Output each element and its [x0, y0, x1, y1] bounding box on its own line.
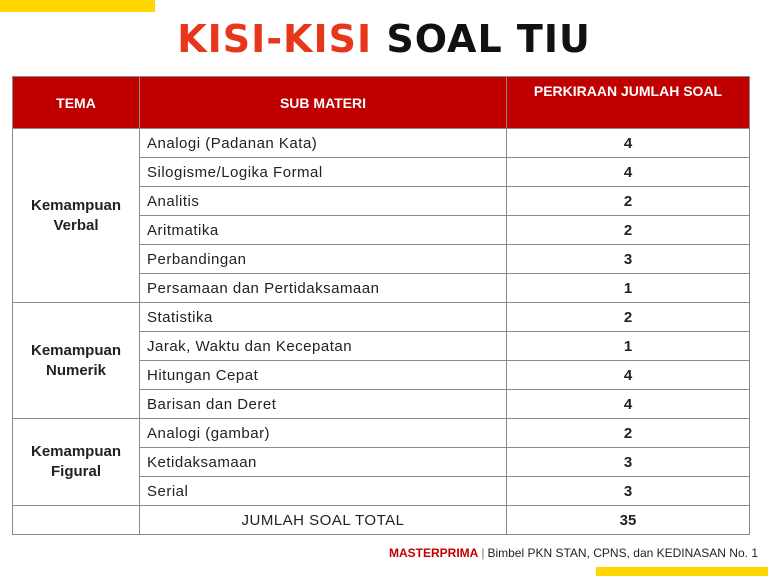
- sub-materi-cell: Persamaan dan Pertidaksamaan: [140, 274, 507, 303]
- sub-materi-cell: Ketidaksamaan: [140, 448, 507, 477]
- table-row: [13, 303, 750, 332]
- sub-materi-cell: Jarak, Waktu dan Kecepatan: [140, 332, 507, 361]
- sub-materi-cell: Statistika: [140, 303, 507, 332]
- header-jumlah-soal: PERKIRAAN JUMLAH SOAL: [507, 77, 750, 129]
- jumlah-cell: 2: [507, 216, 750, 245]
- sub-materi-cell: Analogi (gambar): [140, 419, 507, 448]
- total-label: JUMLAH SOAL TOTAL: [140, 506, 507, 535]
- footer-tagline: Bimbel PKN STAN, CPNS, dan KEDINASAN No. 1: [487, 546, 758, 560]
- tema-label: Kemampuan: [30, 443, 122, 460]
- jumlah-cell: 2: [507, 303, 750, 332]
- jumlah-cell: 3: [507, 477, 750, 506]
- jumlah-cell: 3: [507, 245, 750, 274]
- sub-materi-cell: Analogi (Padanan Kata): [140, 129, 507, 158]
- tema-label: Verbal: [53, 216, 99, 234]
- jumlah-cell: 2: [507, 419, 750, 448]
- sub-materi-cell: Silogisme/Logika Formal: [140, 158, 507, 187]
- sub-materi-cell: Serial: [140, 477, 507, 506]
- total-row: [13, 506, 750, 535]
- footer-brand: MASTERPRIMA: [388, 546, 479, 560]
- kisi-kisi-table: [12, 76, 750, 535]
- footer: [389, 546, 758, 560]
- tema-figural: [13, 419, 140, 506]
- top-accent-bar: [0, 0, 155, 12]
- tema-verbal: [13, 129, 140, 303]
- jumlah-cell: 4: [507, 129, 750, 158]
- header-sub-materi: SUB MATERI: [140, 77, 507, 129]
- total-value: 35: [507, 506, 750, 535]
- tema-numerik: [13, 303, 140, 419]
- jumlah-cell: 1: [507, 332, 750, 361]
- sub-materi-cell: Hitungan Cepat: [140, 361, 507, 390]
- jumlah-cell: 2: [507, 187, 750, 216]
- page-title: [0, 15, 768, 63]
- jumlah-cell: 1: [507, 274, 750, 303]
- table-header-row: [13, 77, 750, 129]
- jumlah-cell: 3: [507, 448, 750, 477]
- jumlah-cell: 4: [507, 361, 750, 390]
- jumlah-cell: 4: [507, 390, 750, 419]
- table-row: [13, 419, 750, 448]
- tema-label: Kemampuan: [30, 341, 122, 359]
- title-part-red: KISI-KISI: [177, 17, 373, 61]
- tema-label: Figural: [50, 463, 101, 480]
- sub-materi-cell: Analitis: [140, 187, 507, 216]
- tema-label: Numerik: [45, 361, 107, 379]
- table-row: [13, 129, 750, 158]
- sub-materi-cell: Barisan dan Deret: [140, 390, 507, 419]
- bottom-accent-bar: [596, 567, 768, 576]
- title-part-black: SOAL TIU: [386, 17, 591, 61]
- sub-materi-cell: Perbandingan: [140, 245, 507, 274]
- jumlah-cell: 4: [507, 158, 750, 187]
- sub-materi-cell: Aritmatika: [140, 216, 507, 245]
- tema-label: Kemampuan: [30, 196, 122, 214]
- total-empty-cell: [13, 506, 140, 535]
- header-tema: TEMA: [13, 77, 140, 129]
- footer-separator: |: [481, 546, 485, 560]
